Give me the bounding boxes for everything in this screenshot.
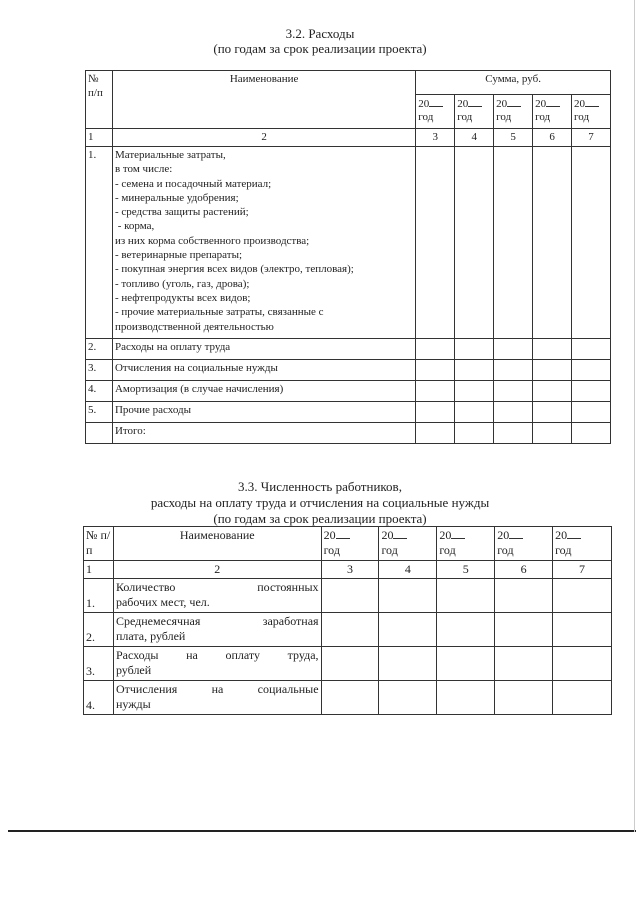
year-cell: 20 год — [494, 95, 533, 129]
value-cell — [533, 339, 572, 360]
value-cell — [553, 681, 612, 715]
value-cell — [437, 681, 495, 715]
value-cell — [494, 381, 533, 402]
table-header-row — [86, 71, 611, 95]
col-number: 2 — [113, 561, 321, 579]
row-line: из них корма собственного производства; — [114, 234, 310, 247]
table-row — [86, 360, 611, 381]
year-cell: 20 год — [455, 95, 494, 129]
table-row — [84, 681, 612, 715]
row-line: рублей — [115, 663, 152, 677]
value-cell — [533, 360, 572, 381]
row-line: рабочих мест, чел. — [115, 595, 210, 609]
value-cell — [379, 647, 437, 681]
year-cell: 20 год — [416, 95, 455, 129]
col-number: 5 — [437, 561, 495, 579]
col-number: 7 — [553, 561, 612, 579]
value-cell — [533, 147, 572, 339]
value-cell — [455, 381, 494, 402]
value-cell — [416, 360, 455, 381]
row-line: в том числе: — [114, 163, 173, 176]
value-cell — [495, 681, 553, 715]
value-cell — [455, 147, 494, 339]
row-line: производственной деятельностью — [114, 320, 274, 333]
value-cell — [495, 579, 553, 613]
value-cell — [572, 402, 611, 423]
row-num — [86, 423, 113, 444]
value-cell — [455, 402, 494, 423]
row-line: - топливо (уголь, газ, дрова); — [114, 277, 250, 290]
value-cell — [379, 613, 437, 647]
value-cell — [379, 579, 437, 613]
right-edge-rule — [634, 0, 635, 832]
value-cell — [321, 613, 379, 647]
row-name — [113, 647, 321, 681]
value-cell — [495, 647, 553, 681]
section-title-expenses: 3.2. Расходы — [285, 26, 355, 41]
value-cell — [321, 579, 379, 613]
value-cell — [572, 423, 611, 444]
row-name — [113, 579, 321, 613]
col-number: 3 — [321, 561, 379, 579]
col-number: 7 — [572, 129, 611, 147]
header-name: Наименование — [112, 71, 415, 129]
row-line: - семена и посадочный материал; — [114, 177, 272, 190]
column-number-row — [86, 129, 611, 147]
row-name: Расходы на оплату труда — [112, 339, 415, 360]
row-num: 3. — [86, 360, 113, 381]
value-cell — [416, 339, 455, 360]
value-cell — [321, 681, 379, 715]
value-cell — [494, 402, 533, 423]
header-name: Наименование — [113, 527, 321, 561]
expenses-table — [85, 70, 611, 444]
section-subtitle-workers: (по годам за срок реализации проекта) — [213, 511, 427, 526]
value-cell — [495, 613, 553, 647]
value-cell — [533, 381, 572, 402]
year-cell: 20 год — [437, 527, 495, 561]
row-line: - средства защиты растений; — [114, 206, 249, 219]
value-cell — [455, 339, 494, 360]
row-line: - нефтепродукты всех видов; — [114, 291, 251, 304]
year-cell: 20 год — [572, 95, 611, 129]
row-name: Итого: — [112, 423, 415, 444]
value-cell — [455, 423, 494, 444]
row-line: нужды — [115, 697, 151, 711]
col-number: 6 — [495, 561, 553, 579]
value-cell — [572, 339, 611, 360]
row-line: плата, рублей — [115, 629, 186, 643]
table-row — [84, 647, 612, 681]
table-row — [84, 613, 612, 647]
value-cell — [553, 579, 612, 613]
row-num: 2. — [86, 339, 113, 360]
year-cell: 20 год — [379, 527, 437, 561]
value-cell — [494, 360, 533, 381]
row-line: - минеральные удобрения; — [114, 191, 239, 204]
row-name: Амортизация (в случае начисления) — [112, 381, 415, 402]
value-cell — [553, 647, 612, 681]
row-name — [112, 147, 415, 339]
value-cell — [437, 647, 495, 681]
section-title-workers-line2: расходы на оплату труда и отчисления на социальные нужды — [150, 495, 490, 510]
section-title-workers: 3.3. Численность работников, — [238, 479, 402, 494]
row-line: - корма, — [114, 220, 155, 233]
value-cell — [572, 147, 611, 339]
year-cell: 20 год — [553, 527, 612, 561]
value-cell — [494, 339, 533, 360]
row-num: 1. — [84, 579, 114, 613]
row-line: Количество постоянных — [115, 580, 319, 594]
row-line: Материальные затраты, — [114, 149, 226, 161]
header-num: № п/п — [86, 71, 113, 129]
row-name: Отчисления на социальные нужды — [112, 360, 415, 381]
table-row — [86, 147, 611, 339]
col-number: 1 — [86, 129, 113, 147]
row-line: - покупная энергия всех видов (электро, тепловая); — [114, 263, 354, 276]
col-number: 4 — [455, 129, 494, 147]
value-cell — [321, 647, 379, 681]
value-cell — [416, 381, 455, 402]
table-row — [86, 381, 611, 402]
row-line: Расходы на оплату труда, — [115, 648, 319, 662]
row-num: 3. — [84, 647, 114, 681]
value-cell — [572, 381, 611, 402]
row-name: Прочие расходы — [112, 402, 415, 423]
header-num: № п/п — [84, 527, 114, 561]
col-number: 2 — [112, 129, 415, 147]
value-cell — [553, 613, 612, 647]
row-line: - прочие материальные затраты, связанные с — [114, 306, 324, 319]
row-name — [113, 681, 321, 715]
row-num: 4. — [84, 681, 114, 715]
value-cell — [437, 613, 495, 647]
col-number: 5 — [494, 129, 533, 147]
value-cell — [494, 423, 533, 444]
row-num: 5. — [86, 402, 113, 423]
row-num: 4. — [86, 381, 113, 402]
section-subtitle-expenses: (по годам за срок реализации проекта) — [213, 41, 427, 56]
col-number: 6 — [533, 129, 572, 147]
value-cell — [533, 402, 572, 423]
year-cell: 20 год — [321, 527, 379, 561]
value-cell — [379, 681, 437, 715]
col-number: 4 — [379, 561, 437, 579]
year-cell: 20 год — [495, 527, 553, 561]
workers-table — [83, 526, 612, 715]
value-cell — [437, 579, 495, 613]
row-num: 1. — [86, 147, 113, 339]
col-number: 3 — [416, 129, 455, 147]
table-row — [84, 579, 612, 613]
total-row — [86, 423, 611, 444]
row-line: Отчисления на социальные — [115, 682, 319, 696]
table-header-row — [84, 527, 612, 561]
col-number: 1 — [84, 561, 114, 579]
bottom-rule — [8, 830, 636, 832]
value-cell — [572, 360, 611, 381]
value-cell — [416, 402, 455, 423]
row-name — [113, 613, 321, 647]
row-num: 2. — [84, 613, 114, 647]
value-cell — [416, 423, 455, 444]
row-line: Среднемесячная заработная — [115, 614, 319, 628]
row-line: - ветеринарные препараты; — [114, 249, 243, 262]
value-cell — [494, 147, 533, 339]
header-sum: Сумма, руб. — [416, 71, 611, 95]
year-cell: 20 год — [533, 95, 572, 129]
table-row — [86, 402, 611, 423]
value-cell — [533, 423, 572, 444]
table-row — [86, 339, 611, 360]
column-number-row — [84, 561, 612, 579]
value-cell — [455, 360, 494, 381]
value-cell — [416, 147, 455, 339]
